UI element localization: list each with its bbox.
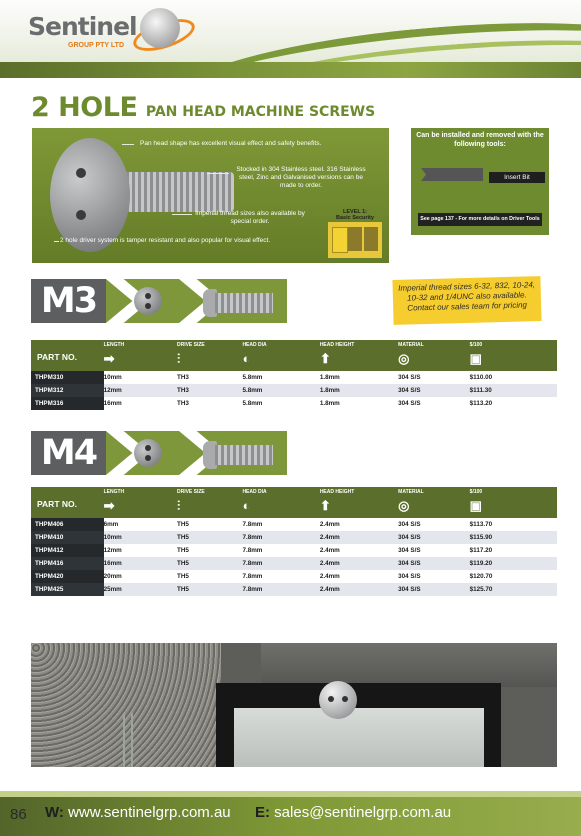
pebble-wall — [31, 643, 221, 767]
price-box-icon: ▣ — [469, 498, 482, 513]
logo-globe-icon — [140, 8, 180, 48]
screw-head-front-icon — [134, 439, 162, 467]
head-dia-icon: ◐ — [242, 498, 251, 513]
col-drive-label: DRIVE SIZE — [176, 342, 205, 348]
drive-cell: TH5 — [177, 583, 242, 596]
head-dia-cell: 5.8mm — [242, 384, 319, 397]
head-dia-icon: ◐ — [242, 351, 251, 366]
screw-head-front-icon — [134, 287, 162, 315]
drive-cell: TH5 — [177, 544, 242, 557]
callout-imperial: Imperial thread sizes also available by special order. — [195, 210, 305, 225]
drive-cell: TH5 — [177, 531, 242, 544]
material-cell: 304 S/S — [398, 557, 470, 570]
material-cell: 304 S/S — [398, 384, 470, 397]
col-head-height — [320, 487, 398, 518]
col-head-dia-label: HEAD DIA — [242, 489, 267, 495]
head-dia-cell: 5.8mm — [242, 397, 319, 410]
table-row — [31, 371, 557, 384]
col-head-height-label: HEAD HEIGHT — [319, 489, 355, 495]
part-no-cell: THPM316 — [31, 397, 104, 410]
callout-line — [172, 214, 192, 215]
drive-cell: TH3 — [177, 397, 242, 410]
installed-screw-icon — [319, 681, 357, 719]
material-cell: 304 S/S — [398, 371, 470, 384]
m3-size-band — [31, 279, 287, 323]
part-no-cell: THPM420 — [31, 570, 104, 583]
length-cell: 16mm — [104, 397, 177, 410]
padlock-icon — [348, 227, 362, 251]
head-height-cell: 2.4mm — [320, 531, 398, 544]
col-price-label: $/100 — [469, 342, 483, 348]
page-footer — [0, 791, 581, 836]
part-no-cell: THPM425 — [31, 583, 104, 596]
part-no-cell: THPM416 — [31, 557, 104, 570]
head-height-cell: 2.4mm — [320, 518, 398, 531]
length-cell: 25mm — [104, 583, 177, 596]
length-cell: 16mm — [104, 557, 177, 570]
imperial-note — [392, 276, 541, 325]
callout-line — [207, 173, 229, 174]
drive-hole-icon — [145, 455, 151, 461]
col-material-label: MATERIAL — [398, 342, 424, 348]
head-height-icon: ⬆ — [319, 351, 331, 366]
email-address[interactable]: sales@sentinelgrp.com.au — [274, 804, 452, 821]
col-price — [470, 340, 557, 371]
col-part-no: PART NO. — [31, 487, 104, 518]
drive-hole-icon: ⫶ — [176, 351, 181, 366]
security-level-desc: Basic Security — [336, 215, 374, 221]
head-height-cell: 2.4mm — [320, 583, 398, 596]
page-number: 86 — [10, 806, 27, 823]
material-coil-icon: ◎ — [398, 498, 410, 513]
table-row — [31, 557, 557, 570]
price-cell: $117.20 — [470, 544, 557, 557]
m3-size-label: M3 — [31, 279, 106, 323]
footer-website[interactable] — [45, 804, 231, 821]
material-cell: 304 S/S — [398, 544, 470, 557]
drive-cell: TH5 — [177, 570, 242, 583]
head-dia-cell: 7.8mm — [242, 544, 319, 557]
col-drive — [177, 487, 242, 518]
col-material — [398, 487, 470, 518]
installation-photo — [31, 643, 557, 767]
length-cell: 12mm — [104, 384, 177, 397]
length-cell: 20mm — [104, 570, 177, 583]
header-band — [0, 62, 581, 78]
head-dia-cell: 5.8mm — [242, 371, 319, 384]
price-cell: $113.20 — [470, 397, 557, 410]
head-dia-cell: 7.8mm — [242, 518, 319, 531]
page-header — [0, 0, 581, 78]
logo-name: Sentinel — [28, 12, 137, 41]
col-price — [470, 487, 557, 518]
head-height-icon: ⬆ — [319, 498, 331, 513]
part-no-cell: THPM412 — [31, 544, 104, 557]
window-bar — [123, 713, 125, 767]
drive-cell: TH5 — [177, 518, 242, 531]
head-height-cell: 1.8mm — [320, 384, 398, 397]
price-cell: $115.90 — [470, 531, 557, 544]
table-row — [31, 397, 557, 410]
price-cell: $113.70 — [470, 518, 557, 531]
m3-spec-table — [31, 340, 557, 410]
price-cell: $110.00 — [470, 371, 557, 384]
length-cell: 12mm — [104, 544, 177, 557]
col-head-height-label: HEAD HEIGHT — [319, 342, 355, 348]
col-length-label: LENGTH — [103, 489, 125, 495]
head-height-cell: 2.4mm — [320, 544, 398, 557]
page-title — [31, 92, 375, 123]
arrow-right-icon: ➡ — [103, 498, 115, 513]
web-label: W: — [45, 804, 64, 821]
col-part-no: PART NO. — [31, 340, 104, 371]
insert-bit-icon — [421, 168, 483, 181]
price-cell: $125.70 — [470, 583, 557, 596]
part-no-cell: THPM312 — [31, 384, 104, 397]
callout-benefit: Pan head shape has excellent visual effect and safety benefits. — [140, 140, 322, 147]
tools-heading: Can be installed and removed with the following tools: — [416, 132, 544, 148]
length-cell: 10mm — [104, 531, 177, 544]
price-cell: $119.20 — [470, 557, 557, 570]
material-cell: 304 S/S — [398, 518, 470, 531]
security-level-badge — [328, 209, 382, 258]
table-row — [31, 384, 557, 397]
col-head-dia-label: HEAD DIA — [242, 342, 267, 348]
head-height-cell: 2.4mm — [320, 557, 398, 570]
m4-spec-table — [31, 487, 557, 596]
col-head-dia — [242, 340, 319, 371]
stone-lintel — [261, 643, 557, 687]
screw-head-image — [50, 138, 130, 252]
title-sub: PAN HEAD MACHINE SCREWS — [145, 104, 376, 120]
drive-hole-icon — [145, 445, 151, 451]
col-drive-label: DRIVE SIZE — [176, 489, 205, 495]
material-cell: 304 S/S — [398, 397, 470, 410]
drive-hole-icon — [145, 293, 151, 299]
table-header-row — [31, 340, 557, 371]
arrow-right-icon: ➡ — [103, 351, 115, 366]
head-height-cell: 1.8mm — [320, 397, 398, 410]
col-length — [104, 487, 177, 518]
window-bar — [131, 713, 133, 767]
table-row — [31, 583, 557, 596]
drive-hole-icon — [76, 210, 86, 220]
length-cell: 6mm — [104, 518, 177, 531]
table-row — [31, 531, 557, 544]
material-coil-icon: ◎ — [398, 351, 410, 366]
head-dia-cell: 7.8mm — [242, 583, 319, 596]
material-cell: 304 S/S — [398, 583, 470, 596]
head-dia-cell: 7.8mm — [242, 570, 319, 583]
part-no-cell: THPM410 — [31, 531, 104, 544]
security-level-label — [328, 209, 382, 221]
drive-hole-icon — [76, 168, 86, 178]
col-head-dia — [242, 487, 319, 518]
footer-strip — [0, 791, 581, 797]
col-length — [104, 340, 177, 371]
col-drive — [177, 340, 242, 371]
padlock-icon — [364, 227, 378, 251]
screw-side-shank-icon — [215, 293, 273, 313]
head-dia-cell: 7.8mm — [242, 557, 319, 570]
table-header-row — [31, 487, 557, 518]
screw-shank-image — [114, 172, 234, 212]
m4-size-band — [31, 431, 287, 475]
padlock-icon — [332, 227, 348, 253]
email-label: E: — [255, 804, 270, 821]
col-material — [398, 340, 470, 371]
callout-line — [54, 241, 59, 242]
col-head-height — [320, 340, 398, 371]
drive-hole-icon — [342, 696, 348, 702]
head-dia-cell: 7.8mm — [242, 531, 319, 544]
drive-cell: TH3 — [177, 371, 242, 384]
drive-hole-icon — [145, 303, 151, 309]
head-height-cell: 2.4mm — [320, 570, 398, 583]
window-glass — [234, 708, 484, 767]
footer-email[interactable] — [255, 804, 451, 821]
see-page-link[interactable]: See page 137 - For more details on Driver Tools — [418, 213, 542, 226]
part-no-cell: THPM310 — [31, 371, 104, 384]
web-url[interactable]: www.sentinelgrp.com.au — [68, 804, 231, 821]
col-length-label: LENGTH — [103, 342, 125, 348]
price-box-icon: ▣ — [469, 351, 482, 366]
tools-panel — [411, 128, 549, 235]
callout-stock: Stocked in 304 Stainless steel. 316 Stainless steel, Zinc and Galvanised versions can be made to order. — [236, 166, 366, 189]
imperial-note-text: Imperial thread sizes 6-32, 832, 10-24, 10-32 and 1/4UNC also available. Contact our sales team for pricing — [398, 280, 536, 313]
price-cell: $120.70 — [470, 570, 557, 583]
drive-hole-icon — [328, 696, 334, 702]
drive-cell: TH5 — [177, 557, 242, 570]
company-logo[interactable] — [28, 12, 137, 49]
callout-line — [122, 144, 134, 145]
table-row — [31, 518, 557, 531]
product-hero — [32, 128, 389, 263]
material-cell: 304 S/S — [398, 570, 470, 583]
callout-driver: 2 hole driver system is tamper resistant and also popular for visual effect. — [60, 237, 271, 244]
drive-cell: TH3 — [177, 384, 242, 397]
drive-hole-icon: ⫶ — [176, 498, 181, 513]
col-material-label: MATERIAL — [398, 489, 424, 495]
screw-side-shank-icon — [215, 445, 273, 465]
table-row — [31, 544, 557, 557]
logo-subtitle: GROUP PTY LTD — [68, 42, 125, 49]
m4-size-label: M4 — [31, 431, 106, 475]
table-row — [31, 570, 557, 583]
title-main: 2 HOLE — [31, 92, 138, 123]
insert-bit-label: Insert Bit — [489, 172, 545, 183]
length-cell: 10mm — [104, 371, 177, 384]
price-cell: $111.30 — [470, 384, 557, 397]
col-price-label: $/100 — [469, 489, 483, 495]
material-cell: 304 S/S — [398, 531, 470, 544]
head-height-cell: 1.8mm — [320, 371, 398, 384]
part-no-cell: THPM406 — [31, 518, 104, 531]
security-level-title: LEVEL 1: — [342, 209, 368, 215]
